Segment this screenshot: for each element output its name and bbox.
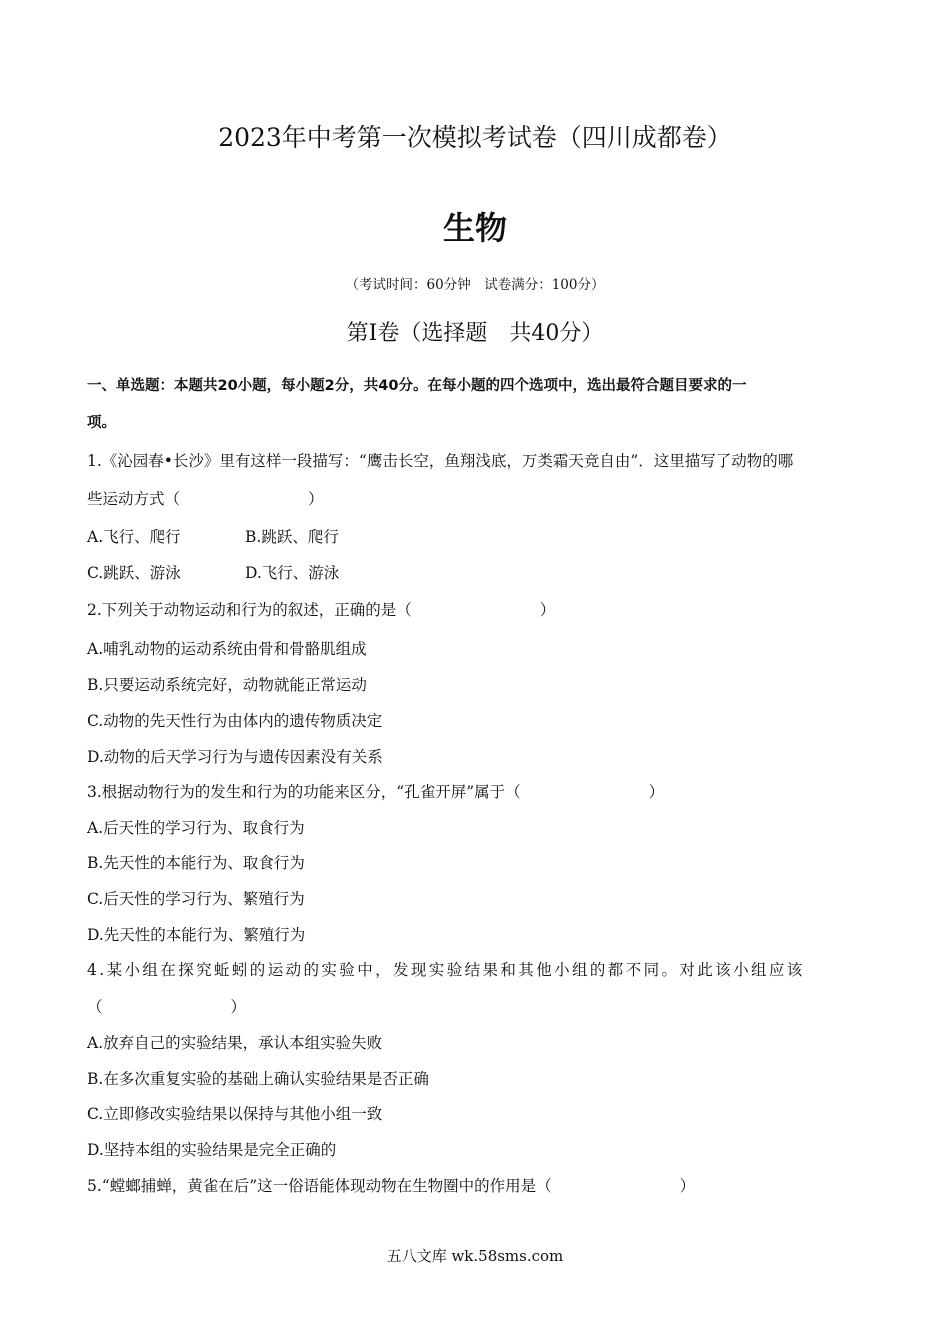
question-2-stem — [87, 600, 555, 620]
paren-close: ） — [679, 1177, 696, 1195]
question-4-stem-line2: （ — [87, 998, 103, 1016]
paren-close: ） — [230, 998, 247, 1016]
exam-info: （考试时间：60分钟 试卷满分：100分） — [345, 277, 605, 293]
question-3-stem — [87, 782, 664, 802]
question-4-option-c: C.立即修改实验结果以保持与其他小组一致 — [87, 1105, 383, 1123]
paren-close: ） — [539, 601, 556, 619]
question-1-stem-cont — [87, 489, 324, 509]
question-1-option-d: D.飞行、游泳 — [245, 564, 340, 582]
question-1-stem-line2: 些运动方式（ — [87, 490, 181, 508]
question-2-option-a: A.哺乳动物的运动系统由骨和骨骼肌组成 — [87, 640, 367, 658]
question-4-option-b: B.在多次重复实验的基础上确认实验结果是否正确 — [87, 1070, 429, 1088]
question-3-stem-text: 3.根据动物行为的发生和行为的功能来区分，“孔雀开屏”属于（ — [87, 783, 521, 801]
paren-close: ） — [308, 490, 324, 508]
question-3-option-c: C.后天性的学习行为、繁殖行为 — [87, 890, 305, 908]
paren-close: ） — [648, 783, 665, 801]
question-4-stem-cont — [87, 997, 246, 1017]
instructions-line-1: 一、单选题：本题共20小题，每小题2分，共40分。在每小题的四个选项中，选出最符合题目要求的一 — [87, 378, 747, 394]
question-3-option-b: B.先天性的本能行为、取食行为 — [87, 854, 305, 872]
subject-title: 生物 — [442, 209, 507, 247]
question-1-option-a: A.飞行、爬行 — [87, 528, 181, 546]
exam-title: 2023年中考第一次模拟考试卷（四川成都卷） — [218, 123, 732, 152]
question-3-option-d: D.先天性的本能行为、繁殖行为 — [87, 926, 306, 944]
question-4-option-d: D.坚持本组的实验结果是完全正确的 — [87, 1141, 337, 1159]
question-2-stem-text: 2.下列关于动物运动和行为的叙述，正确的是（ — [87, 601, 412, 619]
question-5-stem-text: 5.“螳螂捕蝉，黄雀在后”这一俗语能体现动物在生物圈中的作用是（ — [87, 1177, 552, 1195]
question-3-option-a: A.后天性的学习行为、取食行为 — [87, 819, 305, 837]
question-2-option-b: B.只要运动系统完好，动物就能正常运动 — [87, 676, 367, 694]
question-2-option-c: C.动物的先天性行为由体内的遗传物质决定 — [87, 712, 383, 730]
question-1-stem: 1.《沁园春•长沙》里有这样一段描写：“鹰击长空，鱼翔浅底，万类霜天竞自由”．这里描写了动物的哪 — [87, 452, 794, 470]
question-1-option-b: B.跳跃、爬行 — [245, 528, 339, 546]
footer-watermark: 五八文库 wk.58sms.com — [386, 1247, 564, 1265]
question-2-option-d: D.动物的后天学习行为与遗传因素没有关系 — [87, 748, 383, 766]
section-title: 第Ⅰ卷（选择题 共40分） — [346, 321, 604, 346]
question-4-option-a: A.放弃自己的实验结果，承认本组实验失败 — [87, 1034, 383, 1052]
instructions-line-2: 项。 — [87, 415, 116, 431]
question-4-stem: 4.某小组在探究蚯蚓的运动的实验中，发现实验结果和其他小组的都不同。对此该小组应该 — [87, 961, 805, 979]
question-1-option-c: C.跳跃、游泳 — [87, 564, 181, 582]
question-5-stem — [87, 1176, 695, 1196]
